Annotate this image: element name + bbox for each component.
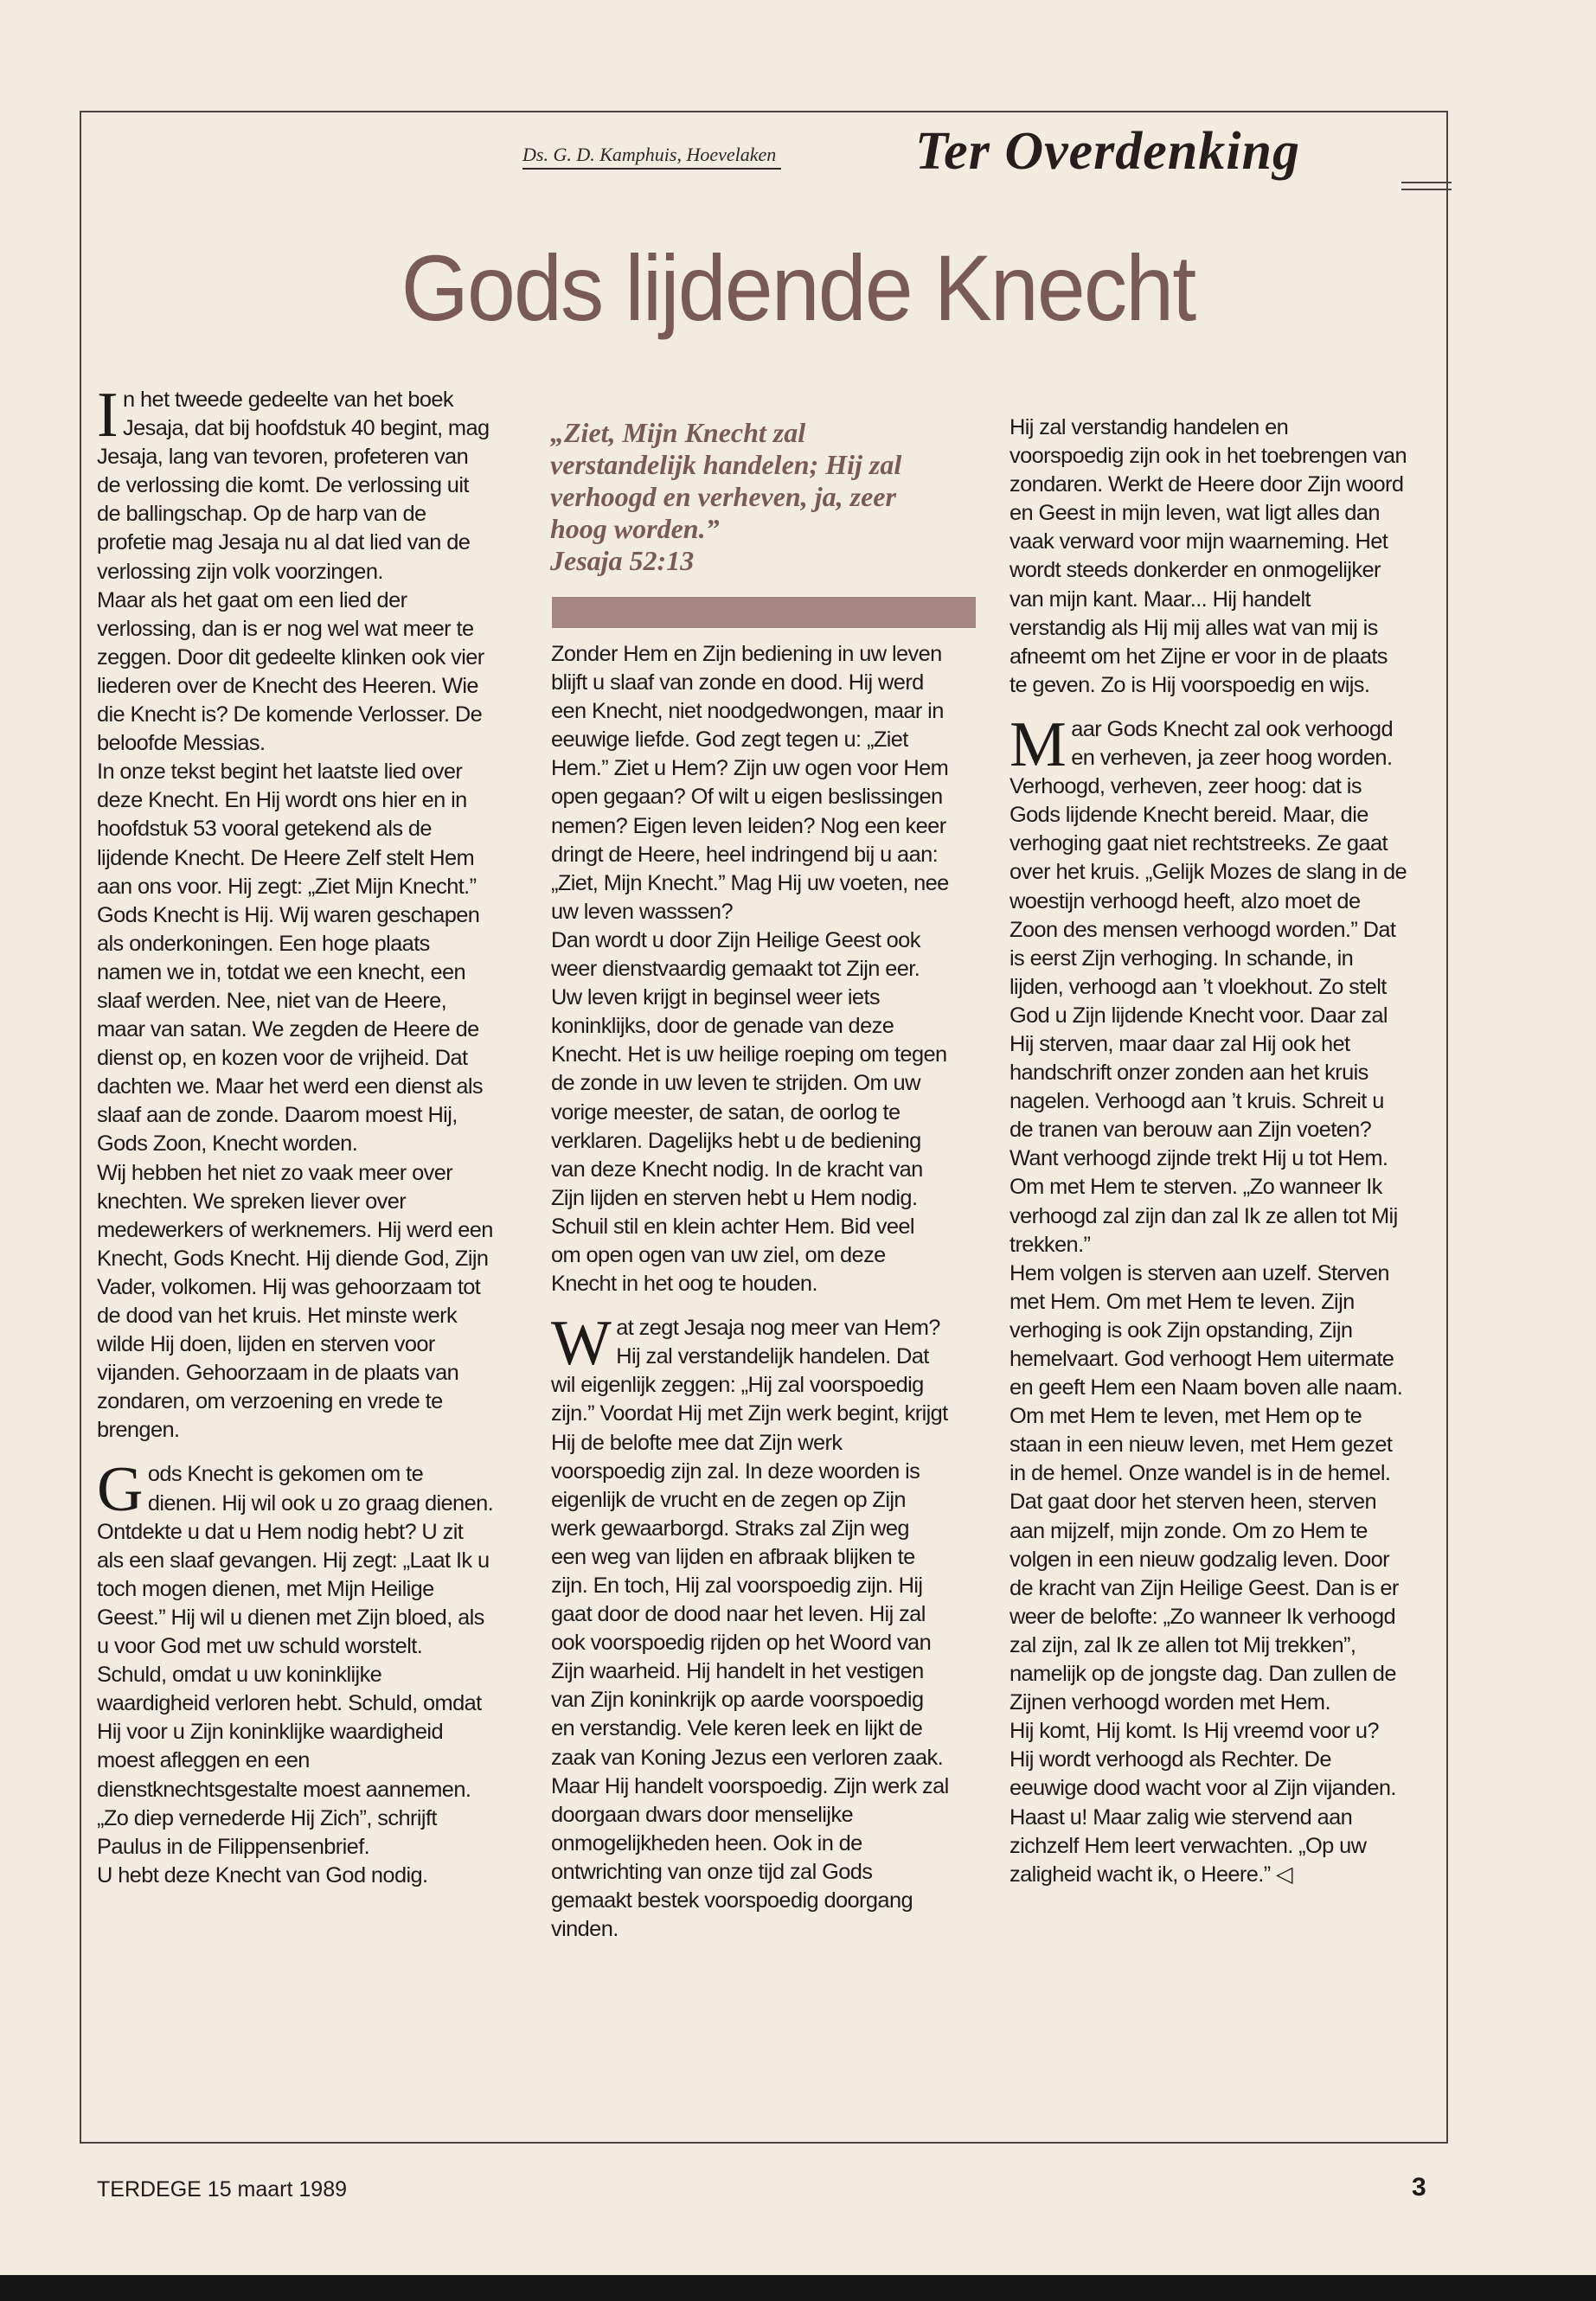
paragraph xyxy=(97,1454,495,1861)
drop-cap: W xyxy=(551,1308,612,1380)
scan-edge xyxy=(0,2275,1596,2301)
footer-publication: TERDEGE 15 maart 1989 xyxy=(97,2177,348,2202)
paragraph xyxy=(1010,1717,1407,1889)
pull-quote-text: „Ziet, Mijn Knecht zal verstandelijk handelen; Hij zal verhoogd en verheven, ja, zeer hoog worden.” xyxy=(550,417,902,544)
article-title: Gods lijdende Knecht xyxy=(401,235,1195,340)
pull-quote-bar xyxy=(552,597,976,628)
paragraph: Wij hebben het niet zo vaak meer over knechten. We spreken liever over medewerkers of werknemers. Hij werd een Knecht, Gods Knecht. Hij diende God, Zijn Vader, volkomen. Hij was gehoorzaam tot de dood van het kruis. Het minste werk wilde Hij doen, lijden en sterven voor vijanden. Gehoorzaam in de plaats van zondaren, om verzoening en vrede te brengen. xyxy=(97,1160,493,1443)
paragraph-text: aar Gods Knecht zal ook verhoogd en verheven, ja zeer hoog worden. Verhoogd, verheven, zeer hoog: dat is Gods lijdende Knecht bereid. Maar, die verhoging gaat niet rechtstreeks. Ze gaat over het kruis. „Gelijk Mozes de slang in de woestijn verhoogd heeft, alzo moet de Zoon des mensen verhoogd worden.” Dat is eerst Zijn verhoging. In schande, in lijden, verhoogd aan ’t vloekhout. Zo stelt God u Zijn lijdende Knecht voor. Daar zal Hij sterven, maar daar zal Hij ook het handschrift onzer zonden aan het kruis nagelen. Verhoogd aan ’t kruis. Schreit u de tranen van berouw aan Zijn voeten? Want verhoogd zijnde trekt Hij u tot Hem. Om met Hem te sterven. „Zo wanneer Ik verhoogd zal zijn dan zal Ik ze allen tot Mij trekken.” xyxy=(1010,716,1407,1257)
drop-cap: I xyxy=(97,380,119,451)
paragraph xyxy=(1010,708,1407,1259)
paragraph-text: n het tweede gedeelte van het boek Jesaja, dat bij hoofdstuk 40 begint, mag Jesaja, lang van tevoren, profeteren van de verlossing die komt. De verlossing uit de ballingschap. Op de harp van de profetie mag Jesaja nu al dat lied van de verlossing zijn volk voorzingen. xyxy=(97,388,490,584)
paragraph-text: at zegt Jesaja nog meer van Hem? Hij zal verstandelijk handelen. Dat wil eigenlijk zeggen: „Hij zal voorspoedig zijn.” Voordat Hij met Zijn werk begint, krijgt Hij de belofte mee dat Zijn werk voorspoedig zijn zal. In deze woorden is eigenlijk de vrucht en de zegen op Zijn werk gewaarborgd. Straks zal Zijn weg een weg van lijden en afbraak blijken te zijn. En toch, Hij zal voorspoedig zijn. Hij gaat door de dood naar het leven. Hij zal ook voorspoedig rijden op het Woord van Zijn waarheid. Hij handelt in het vestigen van Zijn koninkrijk op aarde voorspoedig en verstandig. Vele keren leek en lijkt de zaak van Koning Jezus een verloren zaak. Maar Hij handelt voorspoedig. Zijn werk zal doorgaan dwars door menselijke onmogelijkheden heen. Ook in de ontwrichting van onze tijd zal Gods gemaakt bestek voorspoedig doorgang vinden. xyxy=(551,1316,949,1942)
section-rule xyxy=(1401,182,1452,190)
article-column-3 xyxy=(1010,413,1407,1889)
page-number: 3 xyxy=(1412,2173,1426,2202)
paragraph: In onze tekst begint het laatste lied over deze Knecht. En Hij wordt ons hier en in hoofdstuk 53 vooral getekend als de lijdende Knecht. De Heere Zelf stelt Hem aan ons voor. Hij zegt: „Ziet Mijn Knecht.” Gods Knecht is Hij. Wij waren geschapen als onderkoningen. Een hoge plaats namen we in, totdat we een knecht, een slaaf werden. Nee, niet van de Heere, maar van satan. We zegden de Heere de dienst op, en kozen voor de vrijheid. Dat dachten we. Maar het werd een dienst als slaaf aan de zonde. Daarom moest Hij, Gods Zoon, Knecht worden. xyxy=(97,760,483,1157)
pull-quote xyxy=(550,417,957,577)
paragraph: Hem volgen is sterven aan uzelf. Sterven met Hem. Om met Hem te leven. Zijn verhoging is ook Zijn opstanding, Zijn hemelvaart. God verhoogt Hem uitermate en geeft Hem een Naam boven alle naam. Om met Hem te leven, met Hem op te staan in een nieuw leven, met Hem gezet in de hemel. Onze wandel is in de hemel. Dat gaat door het sterven heen, sterven aan mijzelf, mijn zonde. Om zo Hem te volgen in een nieuw godzalig leven. Door de kracht van Zijn Heilige Geest. Dan is er weer de belofte: „Zo wanneer Ik verhoogd zal zijn, zal Ik ze allen tot Mij trekken”, namelijk op de jongste dag. Dan zullen de Zijnen verhoogd worden met Hem. xyxy=(1010,1260,1403,1715)
drop-cap: G xyxy=(97,1454,143,1526)
paragraph-text: ods Knecht is gekomen om te dienen. Hij wil ook u zo graag dienen. Ontdekte u dat u Hem nodig hebt? U zit als een slaaf gevangen. Hij zegt: „Laat Ik u toch mogen dienen, met Mijn Heilige Geest.” Hij wil u dienen met Zijn bloed, als u voor God met uw schuld worstelt. Schuld, omdat u uw koninklijke waardigheid verloren hebt. Schuld, omdat Hij voor u Zijn koninklijke waardigheid moest afleggen en een dienstknechtsgestalte moest aannemen. „Zo diep vernederde Hij Zich”, schrijft Paulus in de Filippensenbrief. xyxy=(97,1462,494,1859)
end-mark-icon: ◁ xyxy=(1276,1862,1292,1887)
drop-cap: M xyxy=(1010,708,1067,780)
paragraph: Hij zal verstandig handelen en voorspoedig zijn ook in het toebrengen van zondaren. Werkt de Heere door Zijn woord en Geest in mijn leven, wat ligt alles dan vaak verward voor mijn waarneming. Het wordt steeds donkerder en onmogelijker van mijn kant. Maar... Hij handelt verstandig als Hij mij alles wat van mij is afneemt om het Zijne er voor in de plaats te geven. Zo is Hij voorspoedig en wijs. xyxy=(1010,415,1407,697)
paragraph xyxy=(551,1308,949,1944)
paragraph: U hebt deze Knecht van God nodig. xyxy=(97,1862,428,1888)
author-byline: Ds. G. D. Kamphuis, Hoevelaken xyxy=(522,144,781,170)
article-column-2 xyxy=(551,640,949,1944)
paragraph-text: Hij komt, Hij komt. Is Hij vreemd voor u? Hij wordt verhoogd als Rechter. De eeuwige dood wacht voor al Zijn vijanden. Haast u! Maar zalig wie stervend aan zichzelf Hem leert verwachten. „Op uw zaligheid wacht ik, o Heere.” xyxy=(1010,1719,1396,1887)
article-column-1 xyxy=(97,380,495,1890)
paragraph: Dan wordt u door Zijn Heilige Geest ook weer dienstvaardig gemaakt tot Zijn eer. Uw leven krijgt in beginsel weer iets koninklijks, door de genade van deze Knecht. Het is uw heilige roeping om tegen de zonde in uw leven te strijden. Om uw vorige meester, de satan, de oorlog te verklaren. Dagelijks hebt u de bediening van deze Knecht nodig. In de kracht van Zijn lijden en sterven hebt u Hem nodig. Schuil stil en klein achter Hem. Bid veel om open ogen van uw ziel, om deze Knecht in het oog te houden. xyxy=(551,927,947,1297)
pull-quote-reference: Jesaja 52:13 xyxy=(550,545,695,576)
paragraph xyxy=(97,380,495,586)
paragraph: Zonder Hem en Zijn bediening in uw leven blijft u slaaf van zonde en dood. Hij werd een Knecht, niet noodgedwongen, maar in eeuwige liefde. God zegt tegen u: „Ziet Hem.” Ziet u Hem? Zijn uw ogen voor Hem open gegaan? Of wilt u eigen beslissingen nemen? Eigen leven leiden? Nog een keer dringt de Heere, heel indringend bij u aan: „Ziet, Mijn Knecht.” Mag Hij uw voeten, nee uw leven wasssen? xyxy=(551,642,949,924)
section-title: Ter Overdenking xyxy=(915,122,1300,181)
paragraph: Maar als het gaat om een lied der verlossing, dan is er nog wel wat meer te zeggen. Door dit gedeelte klinken ook vier liederen over de Knecht des Heeren. Wie die Knecht is? De komende Verlosser. De beloofde Messias. xyxy=(97,587,484,756)
